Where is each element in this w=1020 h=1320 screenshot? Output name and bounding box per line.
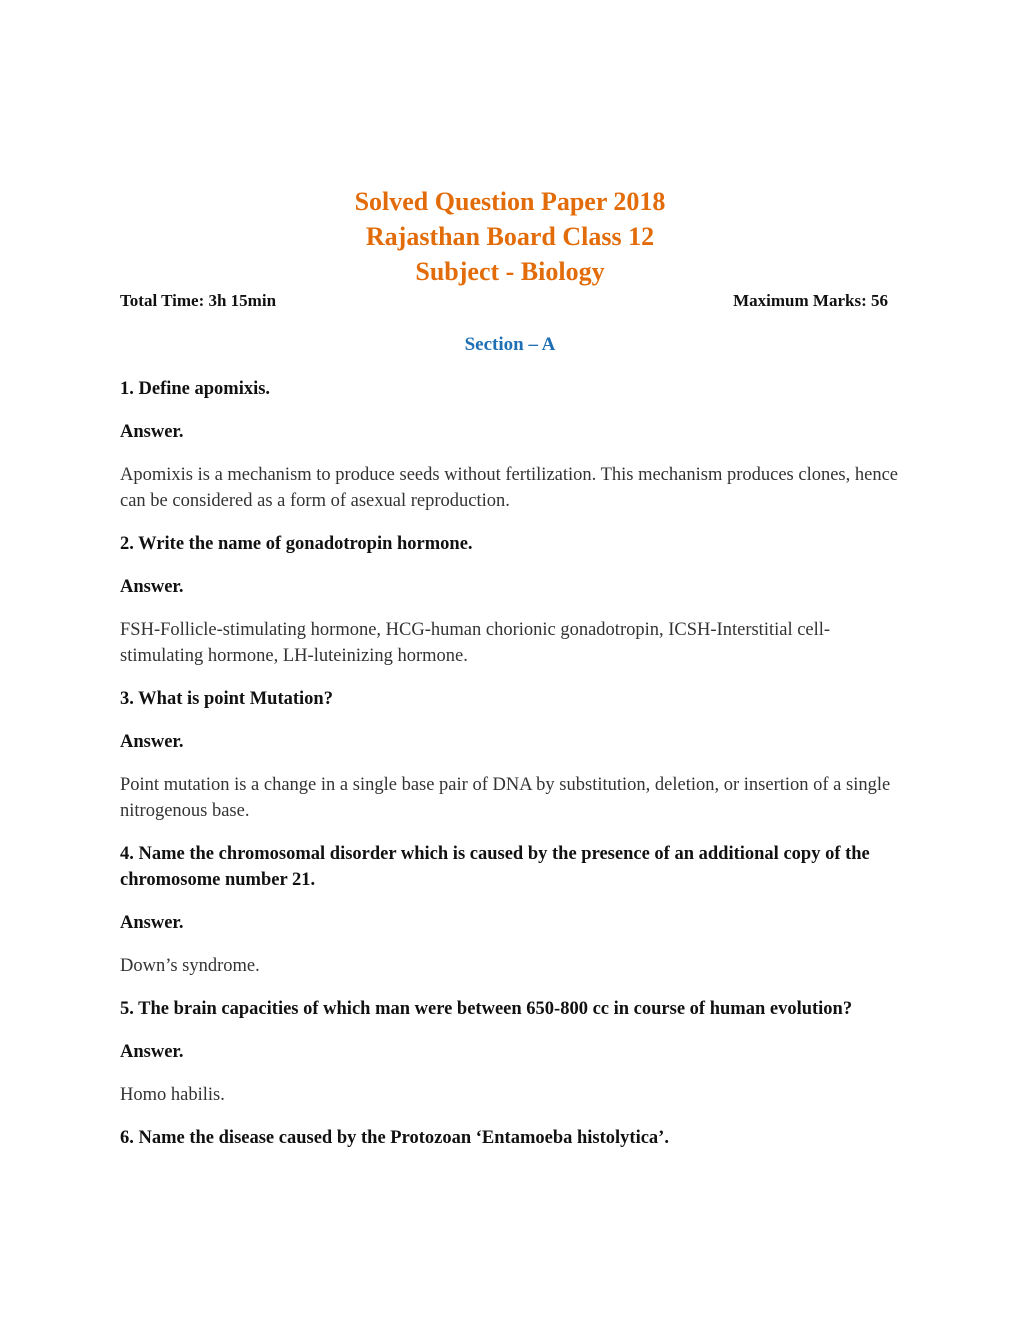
question-item-5 (120, 996, 904, 1108)
title-line-1: Solved Question Paper 2018 (354, 187, 666, 216)
total-time: Total Time: 3h 15min (120, 291, 277, 310)
question-text: 3. What is point Mutation? (120, 689, 333, 709)
answer-text: Down’s syndrome. (120, 956, 260, 976)
question-item-2 (120, 531, 904, 669)
answer-label: Answer. (120, 913, 184, 933)
title-line-2: Rajasthan Board Class 12 (365, 222, 655, 251)
document-title (0, 184, 1020, 289)
question-item-6 (120, 1125, 904, 1151)
maximum-marks: Maximum Marks: 56 (733, 291, 888, 310)
questions-list (120, 376, 904, 1168)
question-text: 1. Define apomixis. (120, 379, 271, 399)
question-text: 5. The brain capacities of which man were between 650-800 cc in course of human evolution? (120, 999, 853, 1019)
answer-label: Answer. (120, 422, 184, 442)
question-item-1 (120, 376, 904, 514)
answer-label: Answer. (120, 732, 184, 752)
answer-label: Answer. (120, 1042, 184, 1062)
question-item-4 (120, 841, 904, 979)
question-text: 6. Name the disease caused by the Protozoan ‘Entamoeba histolytica’. (120, 1128, 669, 1148)
answer-text: Apomixis is a mechanism to produce seeds without fertilization. This mechanism produces clones, hence can be considered as a form of asexual reproduction. (120, 465, 899, 511)
question-item-3 (120, 686, 904, 824)
question-text: 2. Write the name of gonadotropin hormone. (120, 534, 473, 554)
answer-text: Point mutation is a change in a single base pair of DNA by substitution, deletion, or insertion of a single nitrogenous base. (120, 775, 891, 821)
answer-text: Homo habilis. (120, 1085, 225, 1105)
title-line-3: Subject - Biology (415, 257, 605, 286)
section-heading: Section – A (464, 334, 556, 355)
question-text: 4. Name the chromosomal disorder which is caused by the presence of an additional copy of the chromosome number 21. (120, 844, 870, 890)
answer-label: Answer. (120, 577, 184, 597)
answer-text: FSH-Follicle-stimulating hormone, HCG-human chorionic gonadotropin, ICSH-Interstitial cell-stimulating hormone, LH-luteinizing hormone. (120, 620, 831, 666)
